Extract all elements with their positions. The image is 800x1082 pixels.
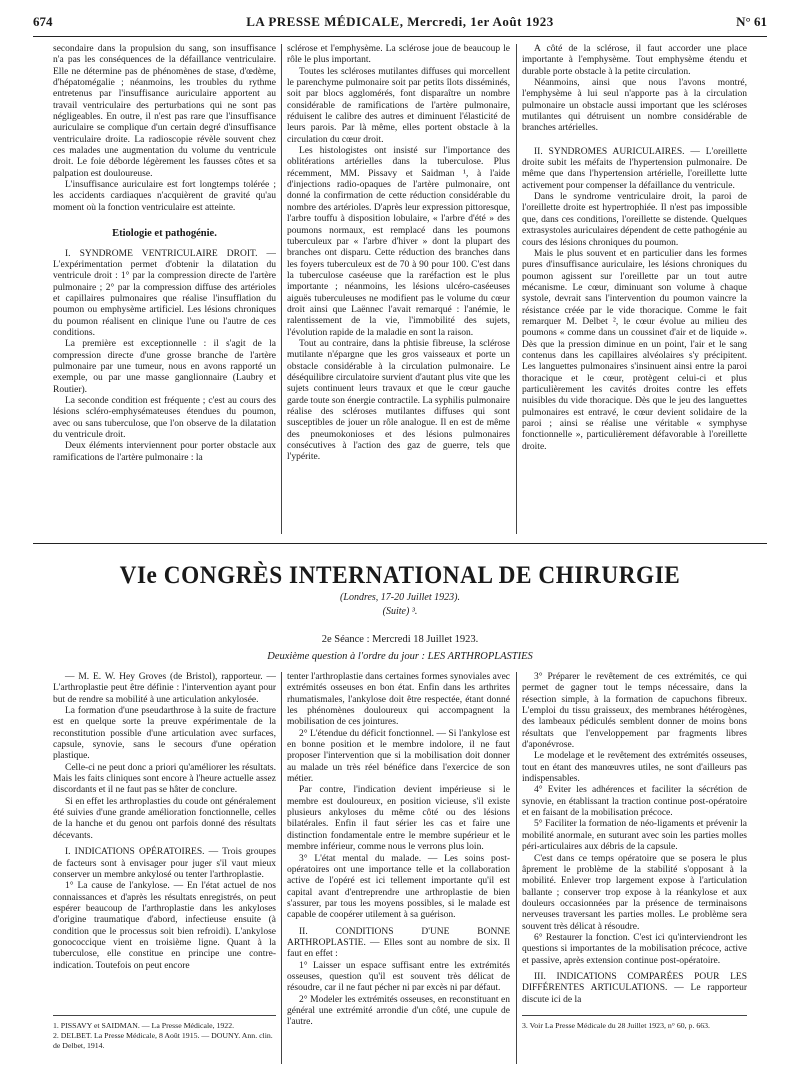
paragraph: sclérose et l'emphysème. La sclérose joue de beaucoup le rôle le plus important. — [287, 44, 510, 66]
paragraph: 4° Eviter les adhérences et faciliter la sécrétion de synovie, en établissant la traction continue post-opératoire et en faisant de la mobilisation précoce. — [522, 785, 747, 819]
paragraph: A côté de la sclérose, il faut accorder une place importante à l'emphysème. Tout emphysème étendu et durable porte obstacle à la petite circulation. — [522, 44, 747, 77]
question-line: Deuxième question à l'ordre du jour : LES ARTHROPLASTIES — [267, 651, 533, 662]
top-column-1 — [53, 44, 276, 534]
footnote-rule — [53, 1015, 276, 1016]
page-number: 674 — [33, 14, 53, 29]
congress-title: VIe CONGRÈS INTERNATIONAL DE CHIRURGIE — [119, 562, 681, 589]
header-rule — [33, 36, 767, 37]
top-column-3 — [522, 44, 747, 534]
paragraph: Dans le syndrome ventriculaire droit, la paroi de l'oreillette droite est hypertrophiée. Il n'est pas impossible que, dans ces conditions, l'oreillette se distende. Quelques extrasystoles auriculaires dépendent de cette pathogénie au cours des lésions chroniques du poumon. — [522, 192, 747, 248]
paragraph: 3° Préparer le revêtement de ces extrémités, ce qui permet de gagner tout le temps nécessaire, dans la résection simple, à la formation de capuchons fibreux. L'emploi du tissu graisseux, des membranes hétérogènes, des lambeaux pédiculés semblent donner de moins bons résultats que l'enveloppement par fragments libres d'aponévrose. — [522, 672, 747, 751]
paragraph: 1° La cause de l'ankylose. — En l'état actuel de nos connaissances et d'après les résultats enregistrés, on peut espérer beaucoup de l'arthroplastie dans les ankyloses d'origine traumatique d'abord, infectieuse ensuite (à condition que le processus soit bien refroidi). L'ankylose gonococcique vient en troisième ligne. Quant à la tuberculose, elle constitue en principe une contre-indication. Toutefois on peut encore — [53, 881, 276, 971]
paragraph: Tout au contraire, dans la phtisie fibreuse, la sclérose mutilante n'épargne que les gros vaisseaux et porte un obstacle considérable à la circulation pulmonaire. Le déséquilibre circulatoire survient d'autant plus vite que les sujets continuent leurs travaux et que le cœur gauche garde toute son énergie contractile. La syphilis pulmonaire réalise des scléroses mutilantes diffuses qui sont susceptibles de jouer un rôle analogue. Il en est de même des pneumokonioses et des lésions pulmonaires consécutives à l'action des gaz de guerre, tels que l'ypérite. — [287, 338, 510, 463]
section-rule — [33, 543, 767, 544]
column-divider — [281, 672, 282, 1064]
paragraph: 2° Modeler les extrémités osseuses, en reconstituant en général une extrémité arrondie d'un côté, une cupule de l'autre. — [287, 994, 510, 1028]
top-column-2 — [287, 44, 510, 534]
footnote: 2. DELBET. La Presse Médicale, 8 Août 1915. — DOUNY. Ann. clin. de Delbet, 1914. — [53, 1031, 273, 1050]
running-header — [33, 14, 767, 34]
paragraph: 2° L'étendue du déficit fonctionnel. — Si l'ankylose est en bonne position et le membre indolore, il ne faut proposer l'intervention que si la mobilisation doit donner au malade un très réel bénéfice dans l'exercice de son métier. — [287, 728, 510, 785]
paragraph: 1° Laisser un espace suffisant entre les extrémités osseuses, question qu'il est souvent très délicat de résoudre, car il ne faut pécher ni par excès ni par défaut. — [287, 960, 510, 994]
paragraph: Deux éléments interviennent pour porter obstacle aux ramifications de l'artère pulmonaire : la — [53, 441, 276, 463]
bottom-column-1 — [53, 672, 276, 1010]
paragraph: La première est exceptionnelle : il s'agit de la compression directe d'une grosse branche de l'artère pulmonaire par une tumeur, nous en avons rapporté un exemple, ou par une masse ganglionnaire (Laubry et Routier). — [53, 339, 276, 395]
paragraph: tenter l'arthroplastie dans certaines formes synoviales avec extrémités osseuses en bon état. Enfin dans les arthrites rhumatismales, l'ankylose doit être respectée, étant donné les phénomènes douloureux qui accompagnent la mobilisation de ces jointures. — [287, 672, 510, 728]
paragraph: secondaire dans la propulsion du sang, son insuffisance n'a pas les conséquences de la défaillance ventriculaire. Elle ne détermine pas de phénomènes de stase, d'œdème, d'hépatomégalie ; néanmoins, les troubles du rythme entretenus par l'insuffisance auriculaire apportent au travail ventriculaire des perturbations qui ne sont pas négligeables. En outre, il n'est pas rare que l'insuffisance auriculaire se complique d'un certain degré d'insuffisance ventriculaire droite. La radioscopie révèle souvent chez ces malades une augmentation du volume du ventricule droit. Le foie déborde légèrement les fausses côtes et sa palpation est douloureuse. — [53, 44, 276, 179]
paragraph: Si en effet les arthroplasties du coude ont généralement été suivies d'une grande amélioration fonctionnelle, celles de la hanche et du genou ont parfois donné des résultats décevants. — [53, 796, 276, 841]
congress-suite: (Suite) ³. — [382, 606, 418, 617]
paragraph: II. CONDITIONS D'UNE BONNE ARTHROPLASTIE. — Elles sont au nombre de six. Il faut en effet : — [287, 926, 510, 960]
bottom-column-3 — [522, 672, 747, 1010]
issue-number: N° 61 — [736, 14, 767, 29]
paragraph: Toutes les scléroses mutilantes diffuses qui morcellent le parenchyme pulmonaire soit par petits îlots disséminés, soit par blocs agglomérés, font disparaître un nombre considérable de ramifications de l'artère pulmonaire, réduisent le calibre des autres et diminuent l'élasticité de leurs parois. Par là même, elles portent obstacle à la circulation du cœur droit. — [287, 66, 510, 145]
paragraph: III. INDICATIONS COMPARÉES POUR LES DIFFÉRENTES ARTICULATIONS. — Le rapporteur discute ici de la — [522, 971, 747, 1005]
paragraph: Le modelage et le revêtement des extrémités osseuses, tout en étant des manœuvres utiles, ne sont d'ailleurs pas indispensables. — [522, 751, 747, 785]
seance-line: 2e Séance : Mercredi 18 Juillet 1923. — [321, 634, 479, 645]
paragraph: 5° Faciliter la formation de néo-ligaments et prévenir la mobilité anormale, en suturant avec soin les parties molles péri-articulaires aux débris de la capsule. — [522, 819, 747, 853]
bottom-column-2 — [287, 672, 510, 1064]
paragraph: L'insuffisance auriculaire est fort longtemps tolérée ; les accidents cardiaques n'acquièrent de gravité qu'au moment où la fonction ventriculaire est atteinte. — [53, 180, 276, 213]
paragraph: II. SYNDROMES AURICULAIRES. — L'oreillette droite subit les méfaits de l'hypertension pulmonaire. De même que dans l'hypertension artérielle, l'oreillette lutte activement pour compenser la défaillance du ventricule. — [522, 146, 747, 191]
congress-subtitle: (Londres, 17-20 Juillet 1923). — [340, 592, 460, 603]
footnotes-left — [53, 1021, 276, 1051]
paragraph: 6° Restaurer la fonction. C'est ici qu'interviendront les questions si importantes de la mobilisation précoce, active et passive, après extension continue post-opératoire. — [522, 932, 747, 966]
paragraph: Néanmoins, ainsi que nous l'avons montré, l'emphysème à lui seul n'apporte pas à la circulation pulmonaire un obstacle aussi important que les scléroses mutilantes qui détruisent un nombre considérable de branches artérielles. — [522, 78, 747, 134]
column-divider — [516, 44, 517, 534]
paragraph: I. SYNDROME VENTRICULAIRE DROIT. — L'expérimentation permet d'obtenir la dilatation du ventricule droit : 1° par la compression directe de l'artère pulmonaire ; 2° par la compression diffuse des artérioles et capillaires pulmonaires que réalise l'insufflation du poumon ou emphysème artificiel. Les lésions chroniques du poumon réalisent en clinique l'une ou l'autre de ces conditions. — [53, 248, 276, 338]
column-divider — [516, 672, 517, 1064]
paragraph: I. INDICATIONS OPÉRATOIRES. — Trois groupes de facteurs sont à envisager pour juger s'il vaut mieux conserver un membre ankylosé ou tenter l'arthroplastie. — [53, 847, 276, 880]
paragraph: Celle-ci ne peut donc a priori qu'améliorer les résultats. Mais les faits cliniques sont encore à l'heure actuelle assez discordants et il ne faut pas se hâter de conclure. — [53, 762, 276, 796]
footnote-rule — [522, 1015, 747, 1016]
paragraph: Par contre, l'indication devient impérieuse si le membre est douloureux, en position vicieuse, s'il existe plusieurs ankyloses du même côté ou des lésions bilatérales. Enfin il faut sérier les cas et faire une distinction fondamentale entre le membre supérieur et le membre inférieur, comme nous le verrons plus loin. — [287, 785, 510, 853]
paragraph: Mais le plus souvent et en particulier dans les formes pures d'insuffisance auriculaire, les lésions chroniques du poumon agissent sur l'oreillette par un tout autre mécanisme. Le cœur, diminuant son volume à chaque systole, devrait sans l'intervention du poumon vaincre la résistance créée par le vide thoracique. Comme le fait remarquer M. Delbet ², le cœur évolue au milieu des poumons « comme dans un coussinet d'air et de liquide ». Dès que la pression diminue en un point, l'air et le sang contenus dans les capillaires alvéolaires s'y précipitent. Les languettes pulmonaires s'insinuent ainsi entre la paroi thoracique et le cœur, protègent celui-ci et plus particulièrement les cavités droites contre les effets nuisibles du vide thoracique. Dès que le jeu des languettes pulmonaires est entravé, le cœur devient solidaire de la paroi ; ainsi se réalise une véritable « symphyse fonctionnelle », particulièrement défavorable à l'oreillette droite. — [522, 248, 747, 452]
paragraph: La formation d'une pseudarthrose à la suite de fracture est en quelque sorte la preuve expérimentale de la reconstitution possible d'une articulation avec surfaces, capsule, synovie, sans le secours d'une opération plastique. — [53, 706, 276, 762]
footnote: 1. PISSAVY et SAIDMAN. — La Presse Médicale, 1922. — [53, 1021, 235, 1030]
paragraph: — M. E. W. Hey Groves (de Bristol), rapporteur. — L'arthroplastie peut être définie : l'intervention ayant pour but de rendre sa mobilité à une articulation ankylosée. — [53, 672, 276, 705]
footnote: 3. Voir La Presse Médicale du 28 Juillet 1923, n° 60, p. 663. — [522, 1021, 710, 1030]
paragraph: Les histologistes ont insisté sur l'importance des oblitérations artérielles dans la tuberculose. Plus récemment, MM. Pissavy et Saidman ¹, à l'aide d'injections radio-opaques de l'artère pulmonaire, ont donné la confirmation de cette réduction considérable du nombre des artérioles. D'après leur expression pittoresque, l'arbre touffu à disposition lobulaire, « l'arbre d'été » des poumons normaux, est remplacé dans les poumons tuberculeux par « l'arbre d'hiver » dont la plupart des branches ont disparu. Cette réduction des branches dans les foyers tuberculeux est de 70 à 90 pour 100. C'est dans la tuberculose caséeuse que la raréfaction est le plus importante ; néanmoins, les lésions ulcéro-caséeuses aiguës tuberculeuses ne modifient pas le volume du cœur droit ainsi que Laënnec l'avait remarqué : l'anémie, le ralentissement de la vie, l'immobilité des sujets, l'évolution rapide de la maladie en sont la raison. — [287, 146, 510, 338]
footnotes-right — [522, 1021, 747, 1031]
paragraph: 3° L'état mental du malade. — Les soins post-opératoires ont une importance telle et la collaboration active de l'opéré est ici tellement importante qu'il est capital avant d'entreprendre une arthroplastie de bien s'assurer, par tous les moyens possibles, si le malade est capable de coopérer utilement à sa guérison. — [287, 853, 510, 921]
section-heading: Etiologie et pathogénie. — [112, 228, 217, 240]
paragraph: C'est dans ce temps opératoire que se posera le plus âprement le problème de la stabilité s'opposant à la mobilité. Enlever trop largement expose à l'articulation ballante ; conserver trop expose à la réankylose et aux douleurs occasionnées par la présence de terminaisons nerveuses traversant les parties molles. Le problème sera souvent très délicat à résoudre. — [522, 853, 747, 932]
paragraph: La seconde condition est fréquente ; c'est au cours des lésions scléro-emphysémateuses étendues du poumon, avec ou sans tuberculose, que l'on observe de la dilatation du ventricule droit. — [53, 395, 276, 440]
journal-title: LA PRESSE MÉDICALE, Mercredi, 1er Août 1923 — [246, 14, 554, 29]
column-divider — [281, 44, 282, 534]
